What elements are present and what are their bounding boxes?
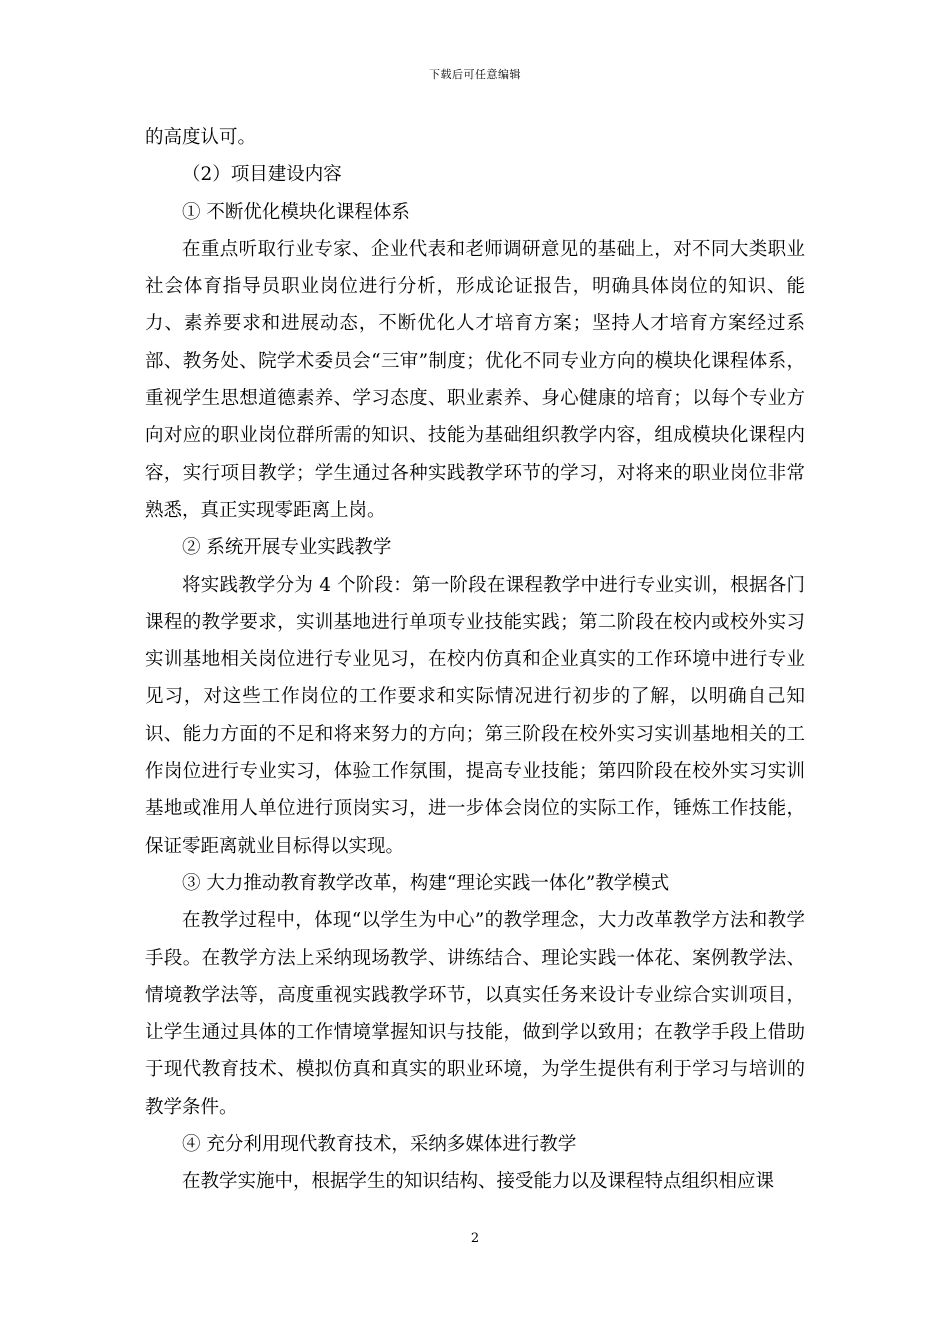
paragraph-course-system: 在重点听取行业专家、企业代表和老师调研意见的基础上，对不同大类职业社会体育指导员职业岗位进行分析，形成论证报告，明确具体岗位的知识、能力、素养要求和进展动态，不断优化人才培育方案；坚持人才培育方案经过系部、教务处、院学术委员会“三审”制度；优化不同专业方向的模块化课程体系，重视学生思想道德素养、学习态度、职业素养、身心健康的培育；以每个专业方向对应的职业岗位群所需的知识、技能为基础组织教学内容，组成模块化课程内容，实行项目教学；学生通过各种实践教学环节的学习，对将来的职业岗位非常熟悉，真正实现零距离上岗。	[145, 238, 805, 521]
paragraph-continuation: 的高度认可。	[145, 127, 257, 148]
paragraph-multimedia: 在教学实施中，根据学生的知识结构、接受能力以及课程特点组织相应课	[182, 1171, 775, 1193]
subsection-heading-3: ③ 大力推动教育教学改革，构建“理论实践一体化”教学模式	[182, 872, 670, 894]
document-body	[145, 119, 805, 1201]
page-number: 2	[470, 1231, 480, 1246]
subsection-heading-4: ④ 充分利用现代教育技术，采纳多媒体进行教学	[182, 1134, 577, 1156]
paragraph-practice-teaching: 将实践教学分为 4 个阶段：第一阶段在课程教学中进行专业实训，根据各门课程的教学要求，实训基地进行单项专业技能实践；第二阶段在校内或校外实习实训基地相关岗位进行专业见习，在校内仿真和企业真实的工作环境中进行专业见习，对这些工作岗位的工作要求和实际情况进行初步的了解，以明确自己知识、能力方面的不足和将来努力的方向；第三阶段在校外实习实训基地相关的工作岗位进行专业实习，体验工作氛围，提高专业技能；第四阶段在校外实习实训基地或准用人单位进行顶岗实习，进一步体会岗位的实际工作，锤炼工作技能，保证零距离就业目标得以实现。	[145, 574, 805, 857]
subsection-heading-2: ② 系统开展专业实践教学	[182, 537, 392, 559]
subsection-heading-1: ① 不断优化模块化课程体系	[182, 201, 410, 223]
paragraph-teaching-reform: 在教学过程中，体现“以学生为中心”的教学理念，大力改革教学方法和教学手段。在教学方法上采纳现场教学、讲练结合、理论实践一体花、案例教学法、情境教学法等，高度重视实践教学环节，以真实任务来设计专业综合实训项目，让学生通过具体的工作情境掌握知识与技能，做到学以致用；在教学手段上借助于现代教育技术、模拟仿真和真实的职业环境，为学生提供有利于学习与培训的教学条件。	[145, 910, 805, 1118]
section-heading: （2）项目建设内容	[182, 164, 342, 186]
page-header: 下载后可任意编辑	[429, 68, 521, 81]
